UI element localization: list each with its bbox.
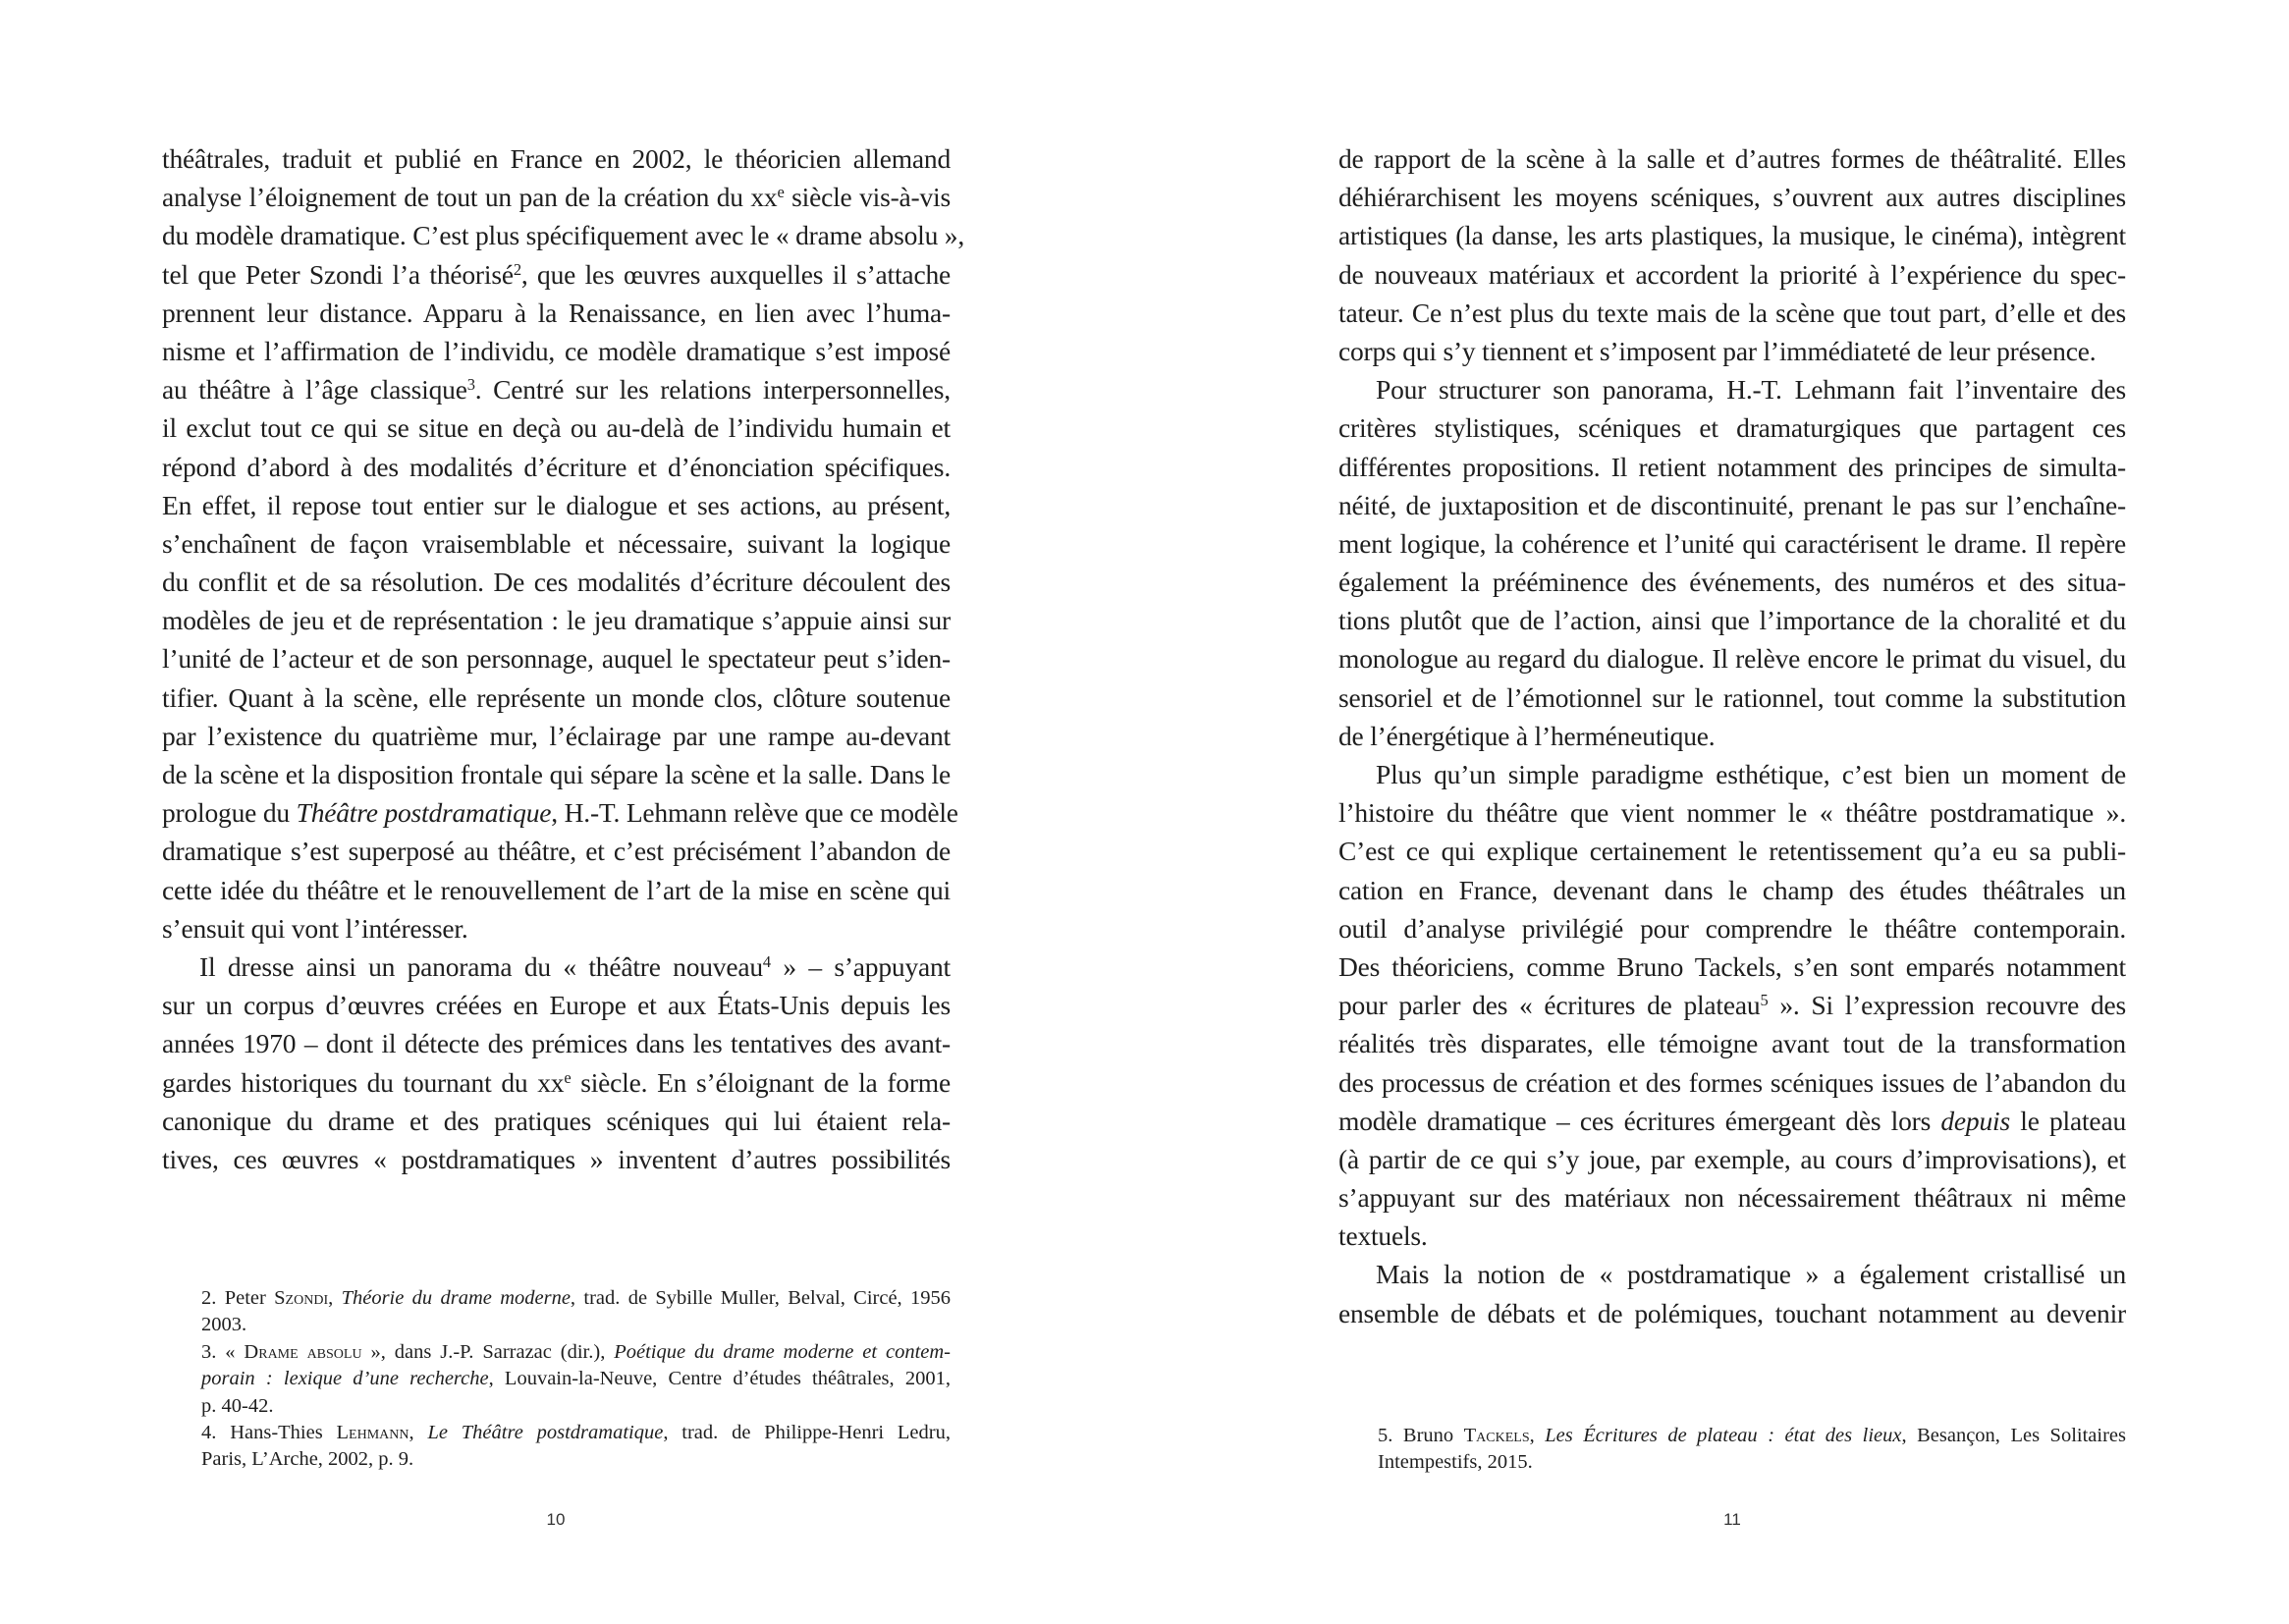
text-line: au théâtre à l’âge classique$^3$. Centré sur les relations interpersonnelles, [162,374,951,406]
text-line: s’appuyant sur des matériaux non nécessairement théâtraux ni même [1338,1182,2126,1214]
footnote-line: p. 40-42. [201,1394,274,1417]
text-line: textuels. [1338,1220,1428,1252]
text-line: il exclut tout ce qui se situe en deçà ou au-delà de l’individu humain et [162,412,951,444]
footnote-line: Paris, L’Arche, 2002, p. 9. [201,1448,414,1471]
text-line: cation en France, devenant dans le champ des études théâtrales un [1338,874,2126,905]
text-line: années 1970 – dont il détecte des prémices dans les tentatives des avant- [162,1028,951,1059]
right-page-body [1338,139,2126,1332]
italic-text: Théorie du drame moderne [341,1287,571,1309]
text-line: Plus qu’un simple paradigme esthétique, c’est bien un moment de [1376,759,2126,789]
right-page-footnotes [1378,1423,2126,1477]
text-line: de la scène et la disposition frontale qui sépare la scène et la salle. Dans le [162,759,951,789]
italic-text: Le Théâtre postdramatique [427,1421,664,1443]
text-line: néité, de juxtaposition et de discontinuité, prenant le pas sur l’enchaîne- [1338,489,2126,520]
left-page-body [162,139,965,1178]
text-line: tateur. Ce n’est plus du texte mais de la scène que tout part, d’elle et des [1338,297,2126,328]
italic-text: Poétique du drame moderne et contem- [614,1340,952,1363]
text-line: théâtrales, traduit et publié en France en 2002, le théoricien allemand [162,143,951,174]
small-caps-name: Szondi [274,1287,329,1309]
text-line: par l’existence du quatrième mur, l’éclairage par une rampe au-devant [162,720,951,751]
footnote-ref: 4 [762,951,771,971]
text-line: du conflit et de sa résolution. De ces modalités d’écriture découlent des [162,567,951,598]
text-line: C’est ce qui explique certainement le retentissement qu’a eu sa publi- [1338,836,2126,867]
text-line: monologue au regard du dialogue. Il relève encore le primat du visuel, du [1338,643,2126,675]
footnote-ref: 5 [1760,991,1769,1010]
text-line: Il dresse ainsi un panorama du « théâtre nouveau$^4$ » – s’appuyant [199,950,951,982]
text-line: Mais la notion de « postdramatique » a également cristallisé un [1376,1259,2126,1290]
text-line: cette idée du théâtre et le renouvellement de l’art de la mise en scène qui [162,874,951,905]
italic-text: Les Écritures de plateau : état des lieux [1545,1425,1902,1446]
italic-text: porain : lexique d’une recherche [201,1368,489,1390]
footnote-line: 2003. [201,1314,247,1336]
small-caps-name: 1956 [910,1287,952,1309]
text-line: sensoriel et de l’émotionnel sur le rationnel, tout comme la substitution [1338,681,2126,713]
text-line: tives, ces œuvres « postdramatiques » inventent d’autres possibilités [162,1143,951,1174]
text-line: prologue du Théâtre postdramatique, H.-T. Lehmann relève que ce modèle [162,797,958,829]
footnote-line: 4. Hans-Thies Lehmann, Le Théâtre postdramatique, trad. de Philippe-Henri Ledru, [201,1421,951,1443]
footnote-line: 5. Bruno Tackels, Les Écritures de plateau : état des lieux, Besançon, Les Solitaires [1378,1425,2126,1446]
text-line: critères stylistiques, scéniques et dramaturgiques que partagent ces [1338,412,2126,444]
footnote-ref: e [564,1067,572,1087]
text-line: prennent leur distance. Apparu à la Renaissance, en lien avec l’huma- [162,297,951,328]
italic-text: Théâtre postdramatique [296,797,552,829]
footnote-ref: 3 [466,375,475,395]
text-line: pour parler des « écritures de plateau$^5$ ». Si l’expression recouvre des [1338,990,2126,1021]
text-line: Pour structurer son panorama, H.-T. Lehmann fait l’inventaire des [1376,374,2126,406]
text-line: gardes historiques du tournant du $xx^e$ siècle. En s’éloignant de la forme [162,1066,951,1098]
italic-text: depuis [1940,1105,2010,1136]
footnote-line: porain : lexique d’une recherche, Louvain-la-Neuve, Centre d’études théâtrales, 2001, [201,1368,951,1390]
text-line: réalités très disparates, elle témoigne avant tout de la transformation [1338,1028,2126,1059]
text-line: outil d’analyse privilégié pour comprendre le théâtre contemporain. [1338,912,2126,944]
right-page [1144,0,2289,1624]
text-line: de rapport de la scène à la salle et d’autres formes de théâtralité. Elles [1338,143,2126,174]
text-line: s’enchaînent de façon vraisemblable et nécessaire, suivant la logique [162,527,951,559]
text-line: tel que Peter Szondi l’a théorisé$^2$, que les œuvres auxquelles il s’attache [162,258,952,290]
text-line: ensemble de débats et de polémiques, touchant notamment au devenir [1338,1297,2126,1328]
footnote-line: Intempestifs, 2015. [1378,1451,1533,1474]
text-line: du modèle dramatique. C’est plus spécifiquement avec le « drame absolu », [162,220,965,251]
text-line: déhiérarchisent les moyens scéniques, s’ouvrent aux autres disciplines [1338,182,2126,213]
text-line: dramatique s’est superposé au théâtre, et c’est précisément l’abandon de [162,836,951,867]
small-caps-name: Lehmann [336,1421,409,1443]
text-line: de nouveaux matériaux et accordent la priorité à l’expérience du spec- [1338,258,2126,290]
footnote-ref: 2 [513,259,521,279]
page-number-left: 10 [546,1510,566,1529]
left-page-footnotes [201,1285,951,1474]
text-line: corps qui s’y tiennent et s’imposent par l’immédiateté de leur présence. [1338,335,2097,366]
text-line: différentes propositions. Il retient notamment des principes de simulta- [1338,451,2126,482]
text-line: de l’énergétique à l’herméneutique. [1338,720,1716,751]
footnote-line: 3. « Drame absolu », dans J.-P. Sarrazac (dir.), Poétique du drame moderne et contem- [201,1340,952,1363]
text-line: artistiques (la danse, les arts plastiques, la musique, le cinéma), intègrent [1338,220,2126,251]
page-number-right: 11 [1723,1510,1741,1529]
text-line: (à partir de ce qui s’y joue, par exemple, au cours d’improvisations), et [1338,1143,2126,1174]
text-line: analyse l’éloignement de tout un pan de la création du $xx^e$ siècle vis-à-vis [162,182,951,213]
text-line: tifier. Quant à la scène, elle représente un monde clos, clôture soutenue [162,681,951,713]
text-line: nisme et l’affirmation de l’individu, ce modèle dramatique s’est imposé [162,335,951,366]
text-line: modèle dramatique – ces écritures émergeant dès lors depuis le plateau [1338,1105,2126,1136]
text-line: répond d’abord à des modalités d’écriture et d’énonciation spécifiques. [162,451,951,482]
footnote-line: 2. Peter Szondi, Théorie du drame moderne, trad. de Sybille Muller, Belval, Circé, 1956 [201,1287,952,1309]
left-page [0,0,1144,1624]
text-line: modèles de jeu et de représentation : le jeu dramatique s’appuie ainsi sur [162,605,951,636]
text-line: s’ensuit qui vont l’intéresser. [162,912,468,944]
text-line: sur un corpus d’œuvres créées en Europe et aux États-Unis depuis les [162,990,951,1021]
text-line: tions plutôt que de l’action, ainsi que l’importance de la choralité et du [1338,605,2126,636]
footnote-ref: e [777,183,785,202]
text-line: l’unité de l’acteur et de son personnage, auquel le spectateur peut s’iden- [162,643,951,675]
text-line: canonique du drame et des pratiques scéniques qui lui étaient rela- [162,1105,951,1136]
text-line: Des théoriciens, comme Bruno Tackels, s’en sont emparés notamment [1338,950,2126,982]
text-line: également la prééminence des événements, des numéros et des situa- [1338,567,2126,598]
small-caps-name: Tackels [1463,1425,1530,1446]
small-caps-name: Drame absolu [244,1340,362,1363]
text-line: l’histoire du théâtre que vient nommer le « théâtre postdramatique ». [1338,797,2126,829]
text-line: En effet, il repose tout entier sur le dialogue et ses actions, au présent, [162,489,951,520]
text-line: des processus de création et des formes scéniques issues de l’abandon du [1338,1066,2126,1098]
text-line: ment logique, la cohérence et l’unité qui caractérisent le drame. Il repère [1338,527,2126,559]
